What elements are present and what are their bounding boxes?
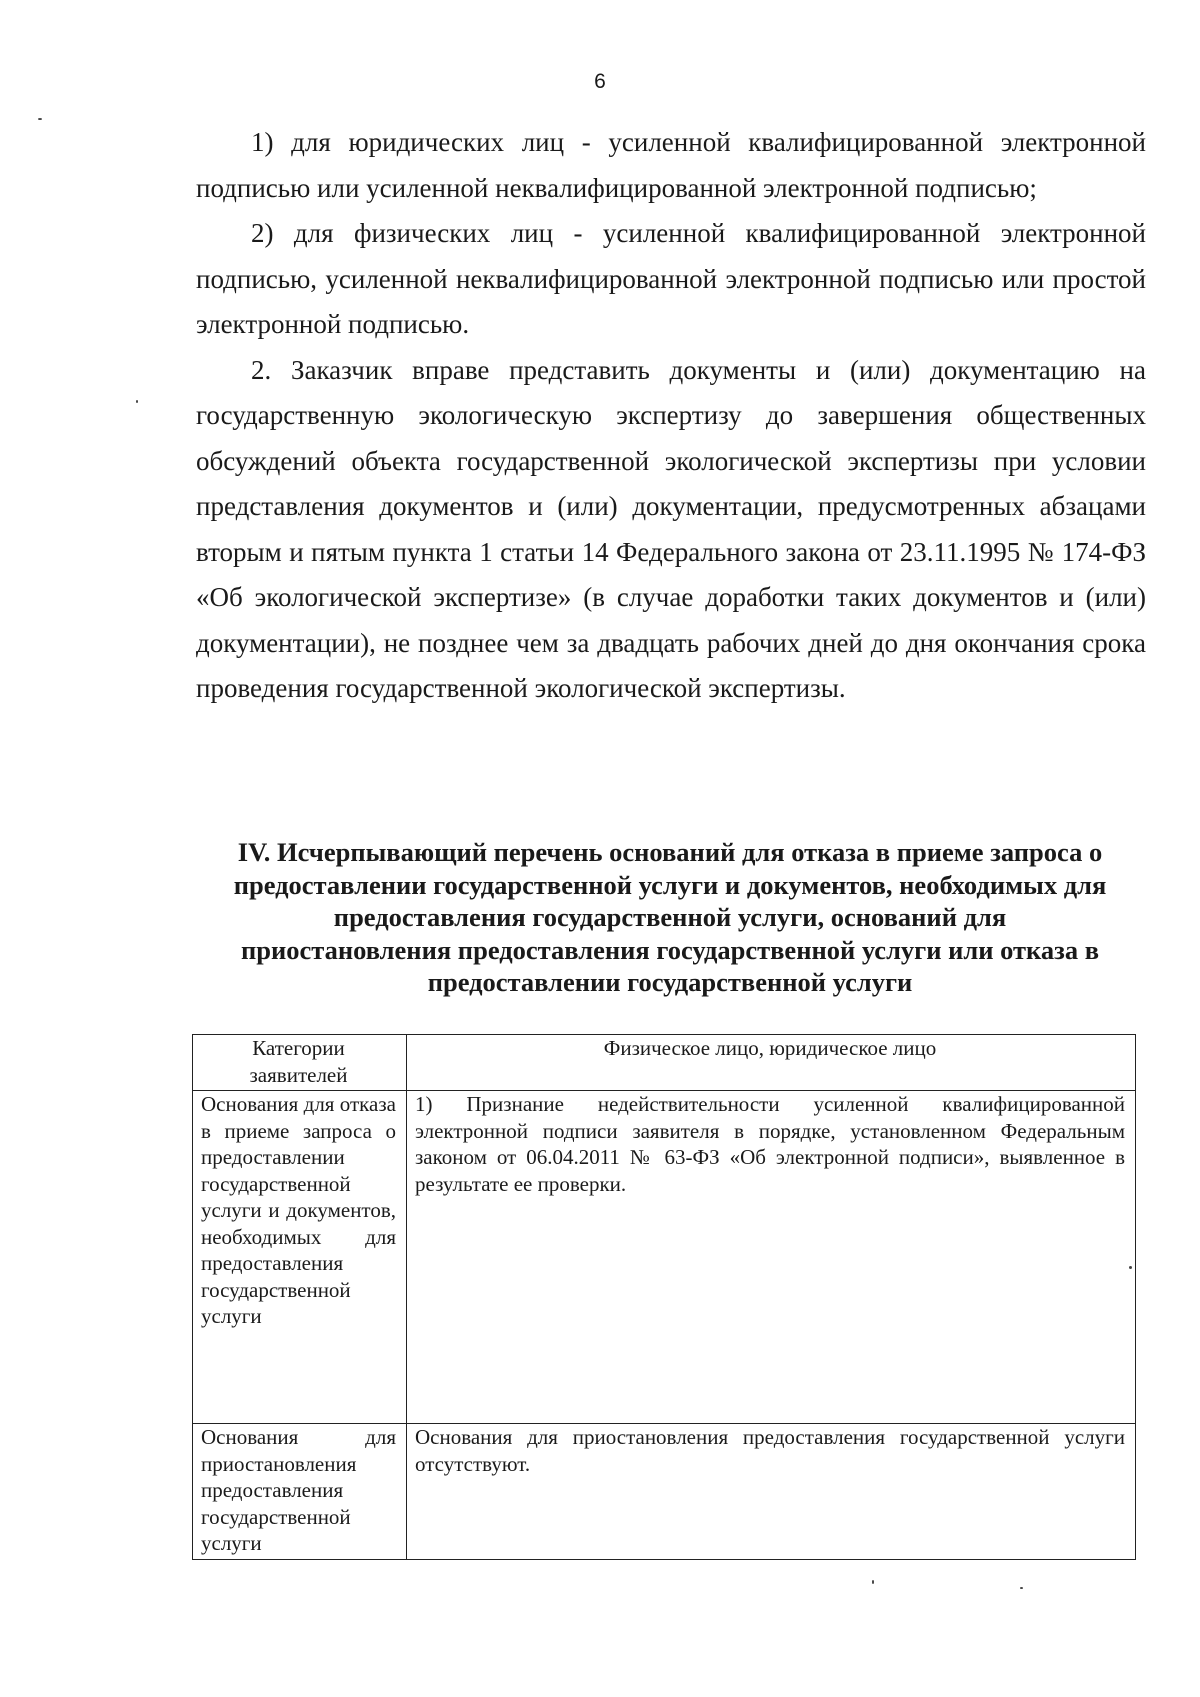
table-header-row — [193, 1035, 1136, 1091]
section-heading-line: предоставления государственной услуги, оснований для — [333, 902, 1007, 932]
row-value-refusal: 1) Признание недействительности усиленной квалифицированной электронной подписи заявителя в порядке, установленном Федеральным законом от 06.04.2011 № 63-ФЗ «Об электронной подписи», выявленное в результате ее проверки. — [407, 1091, 1136, 1424]
header-category: Категории заявителей — [193, 1035, 407, 1091]
scan-speck — [136, 400, 138, 403]
section-heading — [190, 836, 1150, 999]
section-heading-line: IV. Исчерпывающий перечень оснований для отказа в приеме запроса о — [237, 837, 1103, 867]
row-label-refusal: Основания для отказа в приеме запроса о предоставлении государственной услуги и документов, необходимых для предоставления государственной услуги — [193, 1091, 407, 1424]
section-heading-line: приостановления предоставления государственной услуги или отказа в — [240, 934, 1100, 965]
page-number: 6 — [594, 70, 606, 93]
scan-speck — [872, 1580, 874, 1584]
scan-speck — [38, 118, 42, 120]
row-label-suspension: Основания для приостановления предоставления государственной услуги — [193, 1424, 407, 1560]
table-row — [193, 1091, 1136, 1424]
scan-speck — [1020, 1587, 1023, 1589]
row-value-suspension: Основания для приостановления предоставления государственной услуги отсутствуют. — [407, 1424, 1136, 1560]
grounds-table — [192, 1034, 1136, 1560]
paragraph-customer-right: 2. Заказчик вправе представить документы и (или) документацию на государственную экологическую экспертизу до завершения общественных обсуждений объекта государственной экологической экспертизы при условии представления документов и (или) документации, предусмотренных абзацами вторым и пятым пункта 1 статьи 14 Федерального закона от 23.11.1995 № 174-ФЗ «Об экологической экспертизе» (в случае доработки таких документов и (или) документации), не позднее чем за двадцать рабочих дней до дня окончания срока проведения государственной экологической экспертизы. — [196, 354, 1146, 703]
section-heading-line: предоставлении государственной услуги и документов, необходимых для — [233, 869, 1107, 900]
table-row — [193, 1424, 1136, 1560]
header-applicants: Физическое лицо, юридическое лицо — [407, 1035, 1136, 1091]
body-text — [196, 120, 1146, 712]
section-heading-line: предоставлении государственной услуги — [427, 967, 913, 997]
scan-speck — [1129, 1266, 1132, 1269]
paragraph-legal-entities: 1) для юридических лиц - усиленной квалифицированной электронной подписью или усиленной неквалифицированной электронной подписью; — [196, 127, 1146, 203]
paragraph-individuals: 2) для физических лиц - усиленной квалифицированной электронной подписью, усиленной неквалифицированной электронной подписью или простой электронной подписью. — [196, 218, 1146, 339]
